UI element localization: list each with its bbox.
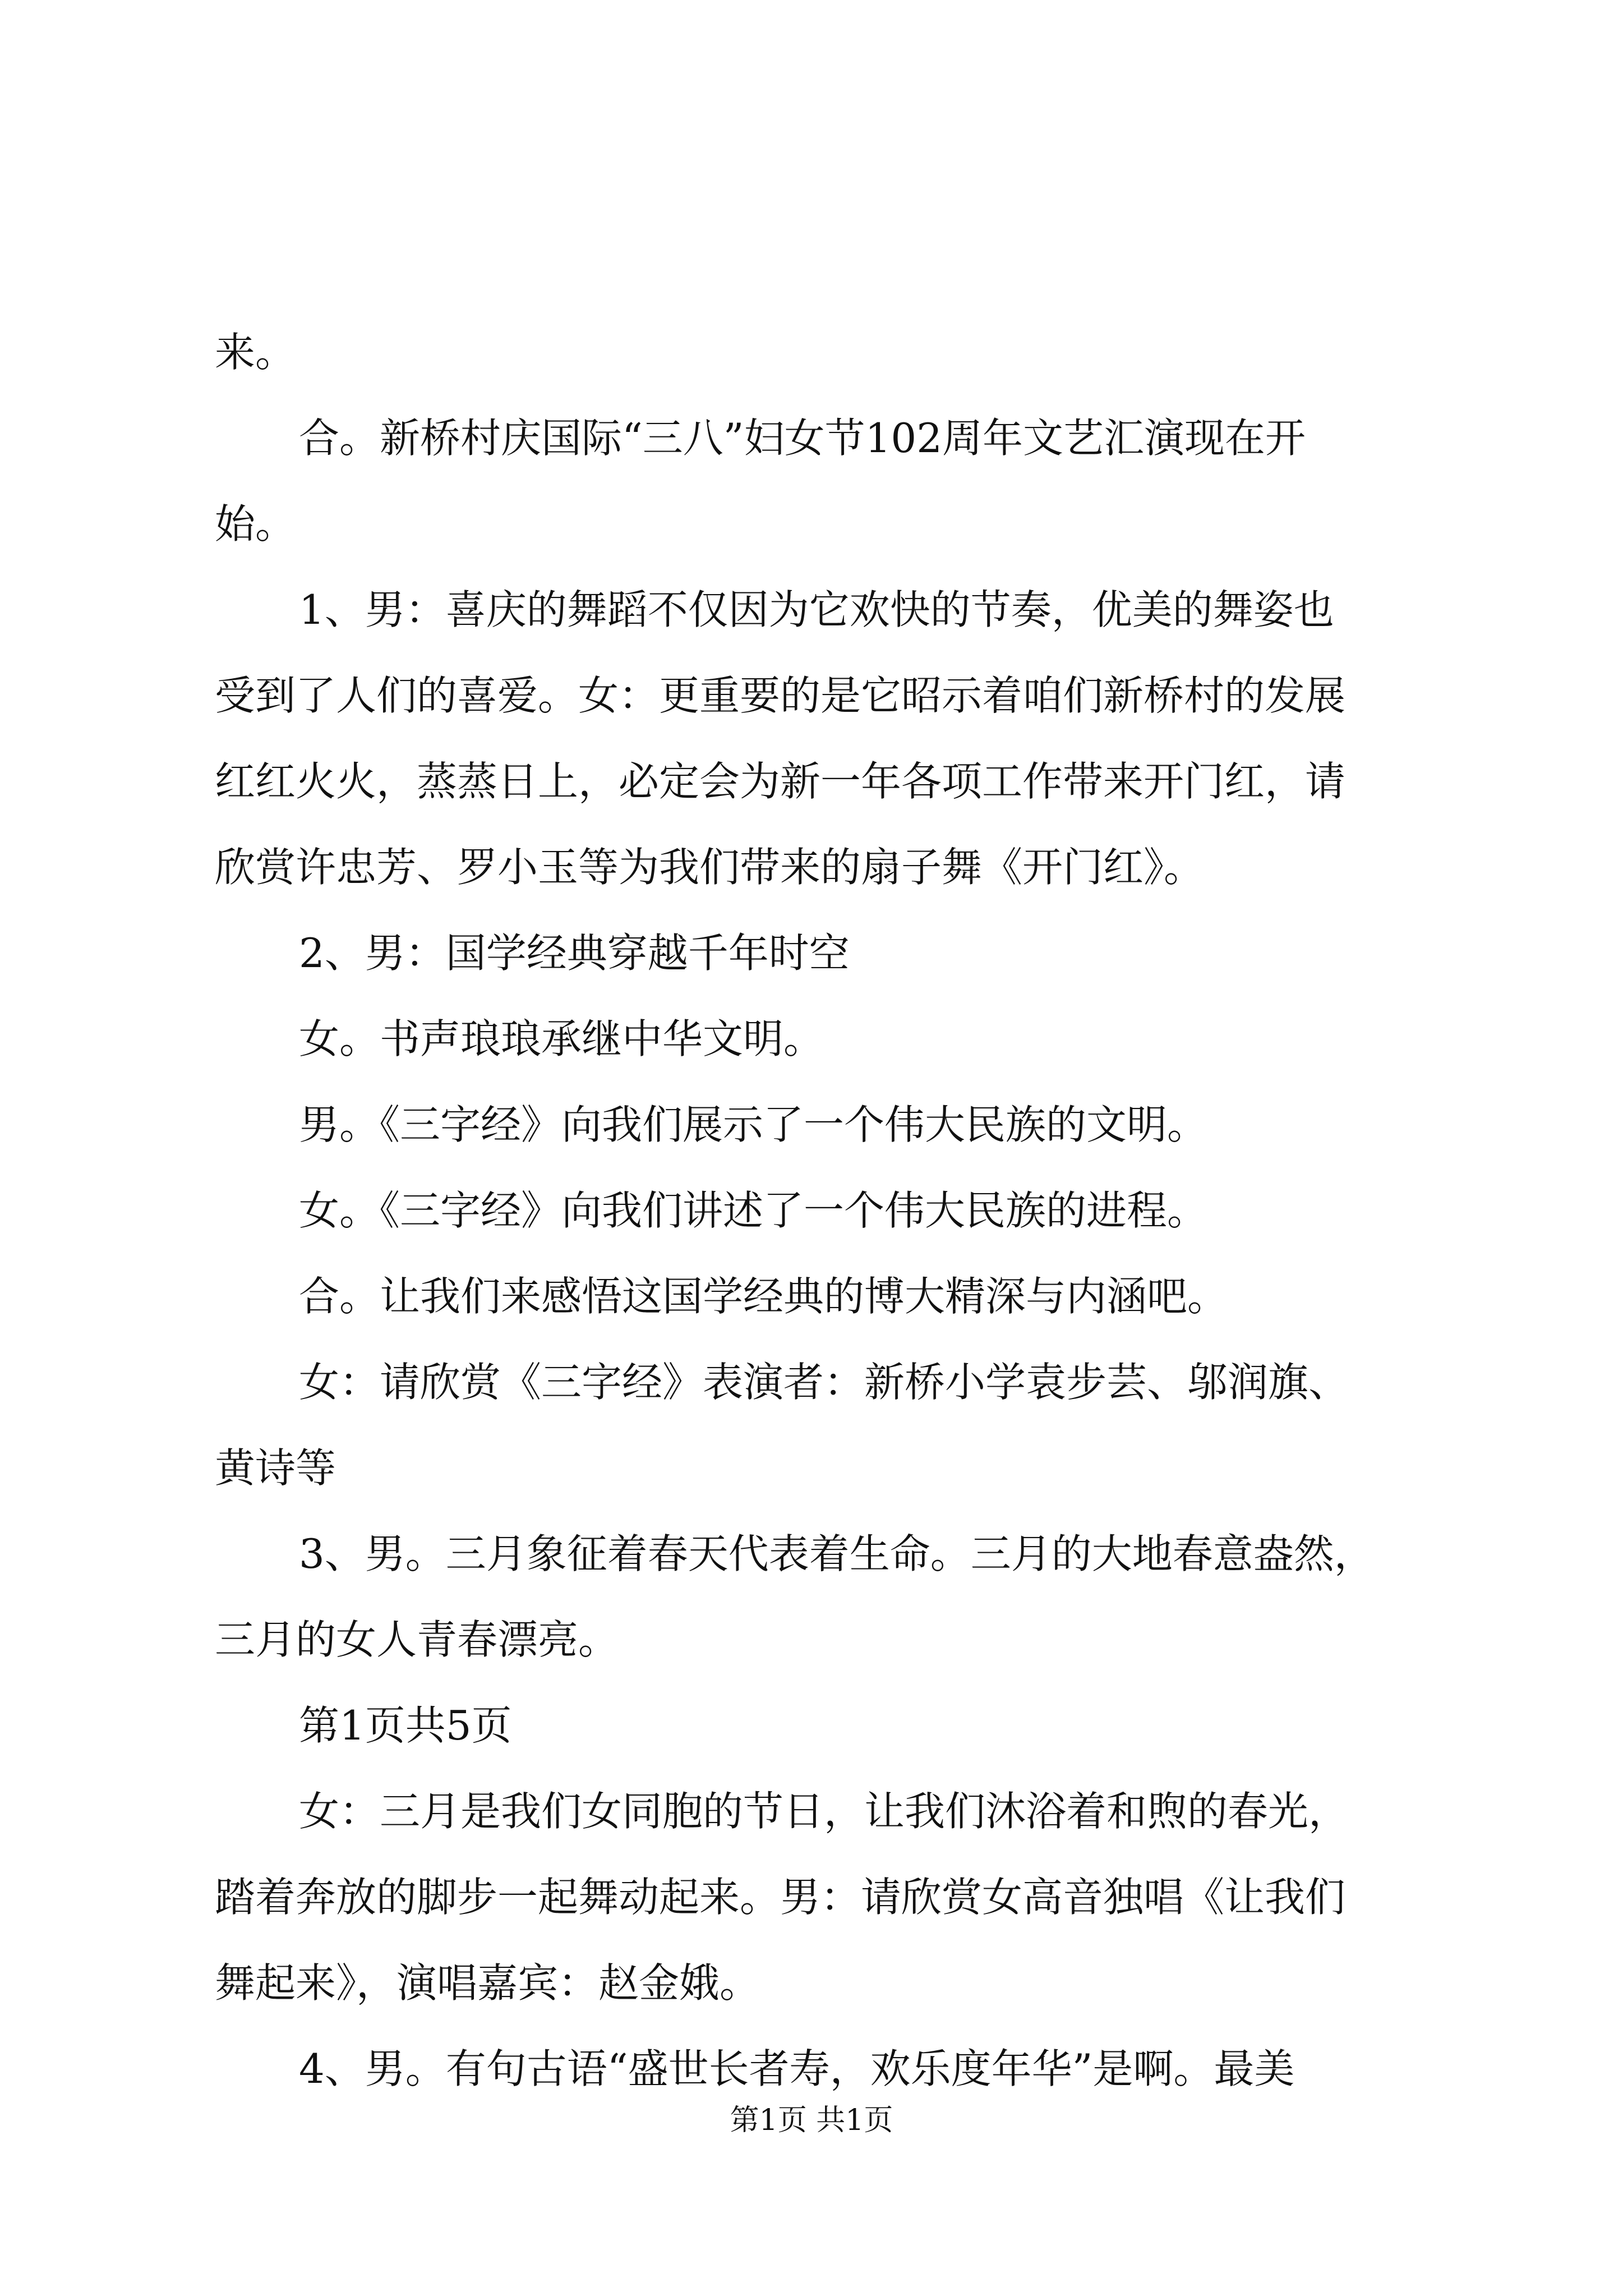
text-line: 1、男：喜庆的舞蹈不仅因为它欢快的节奏，优美的舞姿也 — [299, 586, 1334, 633]
text-line: 4、男。有句古语“盛世长者寿，欢乐度年华”是啊。最美 — [299, 2045, 1295, 2092]
text-line: 女。书声琅琅承继中华文明。 — [299, 1015, 824, 1062]
text-line: 黄诗等 — [215, 1444, 336, 1492]
text-line: 三月的女人青春漂亮。 — [215, 1616, 619, 1663]
text-line: 欣赏许忠芳、罗小玉等为我们带来的扇子舞《开门红》。 — [215, 844, 1205, 891]
text-line: 合。让我们来感悟这国学经典的博大精深与内涵吧。 — [299, 1273, 1228, 1320]
text-line: 舞起来》，演唱嘉宾：赵金娥。 — [215, 1959, 760, 2007]
text-line: 女：请欣赏《三字经》表演者：新桥小学袁步芸、邬润旗、 — [299, 1359, 1349, 1406]
text-line: 来。 — [215, 329, 296, 376]
text-line: 男。《三字经》向我们展示了一个伟大民族的文明。 — [299, 1101, 1208, 1148]
text-line: 始。 — [215, 500, 296, 547]
text-line: 合。新桥村庆国际“三八”妇女节102周年文艺汇演现在开 — [299, 415, 1306, 462]
text-line: 2、男：国学经典穿越千年时空 — [299, 930, 850, 977]
inline-page-marker: 第1页共5页 — [299, 1702, 512, 1749]
text-line: 受到了人们的喜爱。女：更重要的是它昭示着咱们新桥村的发展 — [215, 672, 1346, 719]
text-line: 女：三月是我们女同胞的节日，让我们沐浴着和煦的春光， — [299, 1788, 1349, 1835]
text-line: 女。《三字经》向我们讲述了一个伟大民族的进程。 — [299, 1187, 1208, 1234]
document-body — [215, 310, 1426, 2112]
text-line: 踏着奔放的脚步一起舞动起来。男：请欣赏女高音独唱《让我们 — [215, 1874, 1346, 1921]
page-footer: 第1页 共1页 — [730, 2104, 893, 2137]
text-line: 3、男。三月象征着春天代表着生命。三月的大地春意盎然， — [299, 1530, 1375, 1577]
text-line: 红红火火，蒸蒸日上，必定会为新一年各项工作带来开门红，请 — [215, 758, 1346, 805]
